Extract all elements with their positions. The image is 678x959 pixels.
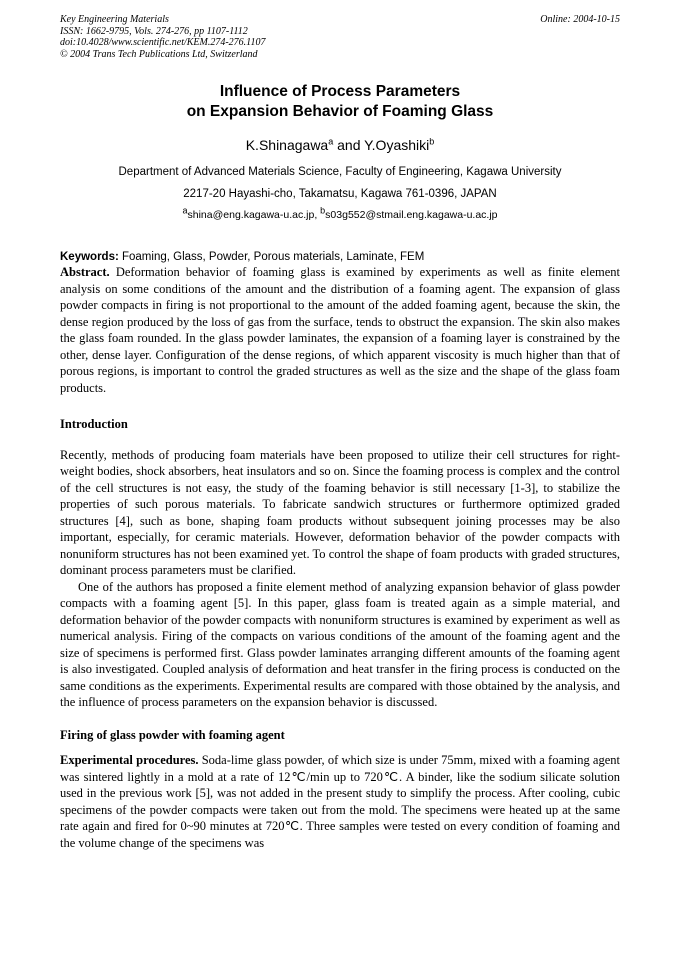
intro-paragraph-1: Recently, methods of producing foam materials have been proposed to utilize their cell structures for right-weight bodies, shock absorbers, heat insulators and so on. Since the foaming process is complex and the control of the cell structures is not easy, the study of the foaming behavior is still necessary [1-3], to stabilize the properties of such porous materials. To fabricate sandwich structures or furthermore optimized graded structures [4], such as bone, shaping foam products without subsequent joining processes may be also important, especially, for ceramic materials. However, deformation behavior of the powder compacts with nonuniform structures has not been examined yet. To control the shape of foam products with graded structures, dominant process parameters must be clarified. bbox=[60, 447, 620, 577]
author-1-affiliation-mark: a bbox=[328, 136, 334, 147]
email-line bbox=[60, 205, 620, 222]
paper-body bbox=[60, 264, 620, 851]
email-1-mark: a bbox=[182, 205, 188, 216]
journal-name: Key Engineering Materials bbox=[60, 14, 169, 25]
experimental-procedures-label: Experimental procedures. bbox=[60, 753, 199, 767]
keywords-text: Foaming, Glass, Powder, Porous materials, Laminate, FEM bbox=[118, 251, 425, 263]
doi-line: doi:10.4028/www.scientific.net/KEM.274-276.1107 bbox=[60, 37, 266, 48]
issn-line: ISSN: 1662-9795, Vols. 274-276, pp 1107-1112 bbox=[60, 25, 248, 37]
email-2-mark: b bbox=[320, 205, 326, 216]
author-1: K.Shinagawa bbox=[245, 137, 329, 153]
author-2-affiliation-mark: b bbox=[429, 136, 435, 147]
experimental-procedures-text: Soda-lime glass powder, of which size is under 75mm, mixed with a foaming agent was sintered lightly in a mold at a rate of 12℃/min up to 720℃. A binder, like the sodium silicate solution used in the previous work [5], was not added in the present study to simplify the process. After cooling, cubic specimens of the powder compacts were taken out from the mold. The specimens were heated up at the same rate again and fired for 0~90 minutes at 720℃. Three samples were tested on every condition of foaming and the volume change of the specimens was bbox=[60, 753, 621, 850]
affiliation-line: Department of Advanced Materials Science, Faculty of Engineering, Kagawa University bbox=[118, 166, 562, 178]
journal-header bbox=[60, 14, 620, 60]
experimental-procedures-paragraph bbox=[60, 752, 620, 851]
authors-line bbox=[60, 136, 620, 154]
keywords-line bbox=[60, 250, 620, 264]
email-2: s03g552@stmail.eng.kagawa-u.ac.jp bbox=[325, 209, 498, 221]
paper-title-line-1: Influence of Process Parameters bbox=[219, 83, 461, 100]
intro-paragraph-2: One of the authors has proposed a finite element method of analyzing expansion behavior of glass powder compacts with a foaming agent [5]. In this paper, glass foam is treated again as a simple material, and deformation behavior of the powder compacts with nonuniform structures is examined by experiment as well as numerical analysis. Firing of the compacts on various conditions of the amount of the foaming agent and the size of specimens is performed first. Glass powder laminates arranging different amounts of the foaming agent is also investigated. Coupled analysis of deformation and heat transfer in the firing process is conducted on the same conditions as the experiments. Experimental results are compared with those obtained by the analysis, and the influence of process parameters on the expansion behavior is discussed. bbox=[60, 579, 620, 709]
journal-header-left bbox=[60, 14, 265, 60]
section-heading-firing: Firing of glass powder with foaming agent bbox=[60, 727, 285, 742]
address-line: 2217-20 Hayashi-cho, Takamatsu, Kagawa 761-0396, JAPAN bbox=[183, 188, 497, 200]
section-heading-introduction: Introduction bbox=[60, 417, 128, 431]
author-2: and Y.Oyashiki bbox=[333, 137, 430, 153]
email-1: shina@eng.kagawa-u.ac.jp, bbox=[187, 209, 321, 221]
abstract-paragraph bbox=[60, 264, 620, 396]
copyright-line: © 2004 Trans Tech Publications Ltd, Switzerland bbox=[60, 48, 258, 60]
online-date: Online: 2004-10-15 bbox=[540, 14, 620, 25]
paper-title bbox=[60, 82, 620, 122]
paper-title-line-2: on Expansion Behavior of Foaming Glass bbox=[186, 103, 494, 120]
abstract-label: Abstract. bbox=[60, 265, 110, 279]
keywords-label: Keywords: bbox=[60, 251, 119, 263]
abstract-text: Deformation behavior of foaming glass is examined by experiments as well as finite element analysis on some conditions of the amount and the distribution of a foaming agent. The expansion of glass powder compacts in firing is not proportional to the amount of the added foaming agent, because the skin, the dense region produced by the loss of gas from the surface, tends to obstruct the expansion. The skin also makes the glass foam rounded. In the glass powder laminates, the expansion of a foaming layer is constrained by the other, dense layer. Configuration of the dense regions, of which apparent viscosity is much higher than that of porous regions, is important to control the graded structures as well as the size and the shape of the glass foam products. bbox=[60, 265, 620, 395]
